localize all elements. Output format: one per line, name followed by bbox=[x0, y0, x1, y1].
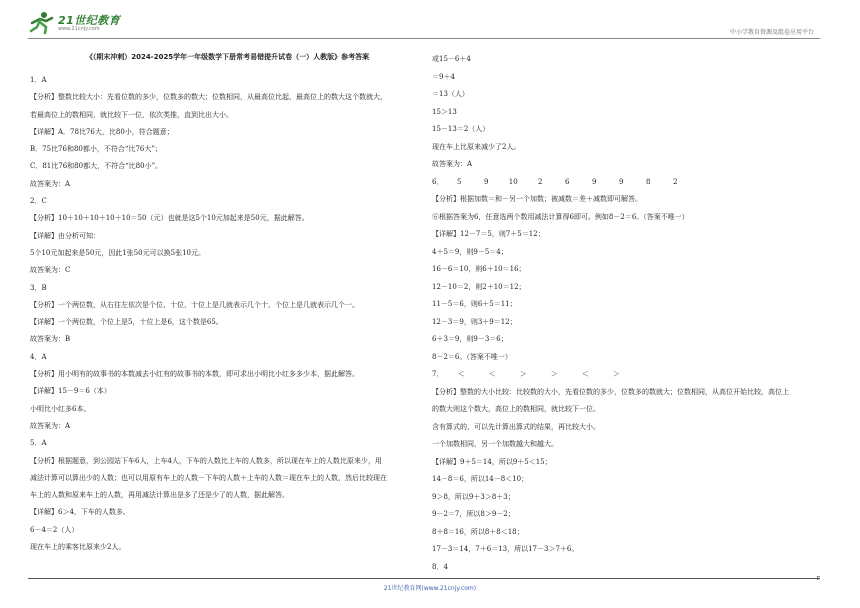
answer-line: 17－3＝14，7＋6＝13，所以17－3＞7＋6。 bbox=[432, 545, 579, 553]
answer-line: 8＋8＝16，所以8＋8＜18； bbox=[432, 527, 524, 536]
right-answer-lines-3 bbox=[432, 388, 827, 572]
answer-line: 11－5＝6，则6＋5＝11； bbox=[432, 300, 517, 308]
answer-line: 车上的人数和原来车上的人数，再用减法计算出是多了还是少了的人数，据此解答。 bbox=[30, 491, 289, 500]
answer-line: 4＋5＝9，则9－5＝4； bbox=[432, 247, 508, 256]
answer-line: 14－8＝6，所以14－8＜10； bbox=[432, 475, 529, 483]
site-logo bbox=[28, 11, 140, 37]
answer-line: 或15－6＋4 bbox=[432, 55, 471, 63]
answer-line: 【分析】一个两位数，从右往左依次是个位、十位，十位上是几就表示几个十，个位上是几就表示几个一。 bbox=[30, 300, 359, 309]
answer-6-row bbox=[432, 178, 827, 187]
answer-line: 若最高位上的数相同，就比较下一位，依次类推，直到比出大小。 bbox=[30, 110, 233, 119]
answer-line: 小明比小红多6本。 bbox=[30, 404, 91, 413]
answer-item: ＞ bbox=[519, 370, 527, 378]
answer-line: 5个10元加起来是50元，因此1张50元可以换5张10元。 bbox=[30, 248, 205, 257]
answer-line: 故答案为：A bbox=[432, 160, 473, 168]
answer-line: 一个加数相同，另一个加数越大和越大。 bbox=[432, 440, 558, 448]
answer-line: 的数大则这个数大，高位上的数相同，就比较下一位。 bbox=[432, 405, 600, 413]
answer-6-number: 6． bbox=[432, 177, 444, 186]
answer-line: ＝13（人） bbox=[432, 90, 469, 98]
answer-item: 10 bbox=[508, 177, 518, 186]
answer-line: 【详解】6＞4，下车的人数多。 bbox=[30, 508, 130, 517]
left-answer-lines bbox=[30, 76, 425, 552]
answer-line: ⑥根据答案为6，任意选两个数用减法计算得6即可。例如8－2＝6。（答案不唯一） bbox=[432, 212, 689, 221]
answer-7-items bbox=[446, 370, 632, 378]
right-answer-lines-2 bbox=[432, 195, 827, 362]
answer-line: 【分析】用小明有的故事书的本数减去小红有的故事书的本数，即可求出小明比小红多多少本，据此解答。 bbox=[30, 370, 359, 379]
answer-line: 12－3＝9，则3＋9＝12； bbox=[432, 317, 517, 326]
answer-item: 9 bbox=[591, 177, 597, 186]
answer-line: 9－2＝7，所以8＞9－2； bbox=[432, 510, 515, 518]
answer-line: 【详解】A．78比76大，比80小，符合题意； bbox=[30, 127, 174, 136]
answer-line: 6－4＝2（人） bbox=[30, 525, 79, 534]
header-divider bbox=[28, 38, 820, 39]
answer-7-row bbox=[432, 370, 827, 379]
answer-item: 9 bbox=[618, 177, 624, 186]
answer-item: 2 bbox=[537, 177, 543, 186]
left-column bbox=[30, 52, 425, 560]
answer-line: ＝9＋4 bbox=[432, 72, 455, 81]
answer-item: ＜ bbox=[488, 370, 496, 378]
footer-mark: r bbox=[816, 574, 820, 582]
answer-line: 【详解】9＋5＝14，所以9＋5＜15； bbox=[432, 457, 552, 466]
document-title: 《（期末冲刺）2024-2025学年一年级数学下册常考易错提升试卷（一）人教版》参考答案 bbox=[85, 53, 370, 61]
answer-line: 1．A bbox=[30, 76, 47, 84]
answer-line: 故答案为：C bbox=[30, 266, 71, 275]
answer-line: 16－6＝10，则6＋10＝16； bbox=[432, 265, 526, 273]
answer-line: 故答案为：B bbox=[30, 335, 71, 344]
logo-text: 21世纪教育 bbox=[58, 14, 121, 27]
right-answer-lines-1 bbox=[432, 55, 827, 169]
right-column bbox=[432, 55, 827, 580]
answer-7-number: 7． bbox=[432, 370, 444, 378]
answer-item: ＜ bbox=[457, 370, 465, 378]
answer-line: 【详解】12－7＝5，则7＋5＝12； bbox=[432, 230, 545, 238]
logo-url: www.21cnjy.com bbox=[58, 26, 100, 32]
answer-6-items bbox=[446, 178, 689, 186]
answer-line: 【详解】由分析可知： bbox=[30, 231, 100, 240]
answer-item: 9 bbox=[483, 177, 489, 186]
runner-logo-icon bbox=[28, 11, 56, 35]
answer-line: 含有算式的，可以先计算出算式的结果，再比较大小。 bbox=[432, 422, 600, 431]
answer-line: 【分析】根据加数＝和－另一个加数；被减数＝差＋减数即可解答。 bbox=[432, 195, 642, 203]
answer-line: 故答案为：A bbox=[30, 179, 71, 188]
page-header bbox=[0, 0, 860, 40]
answer-line: 【分析】整数的大小比较：比较数的大小，先看位数的多少，位数多的数就大；位数相同，从高位开始比较，高位上 bbox=[432, 387, 789, 396]
answer-line: 3．B bbox=[30, 283, 47, 292]
answer-line: 【分析】整数比较大小：先看位数的多少，位数多的数大；位数相同，从最高位比起，最高位上的数大这个数就大， bbox=[30, 93, 387, 102]
answer-item: 2 bbox=[672, 177, 678, 186]
answer-line: C．81比76和80都大，不符合“比80小”。 bbox=[30, 162, 163, 171]
answer-line: 现在车上比原来减少了2人。 bbox=[432, 142, 521, 151]
answer-line: 2．C bbox=[30, 197, 47, 206]
platform-name: 中小学教育资源及组卷应用平台 bbox=[729, 29, 814, 36]
answer-line: B．75比76和80都小，不符合“比76大”； bbox=[30, 145, 162, 154]
answer-item: ＞ bbox=[550, 370, 558, 378]
answer-line: 【分析】10＋10＋10＋10＋10＝50（元）也就是这5个10元加起来是50元，据此解答。 bbox=[30, 214, 309, 223]
answer-item: ＞ bbox=[612, 370, 620, 378]
answer-line: 现在车上的乘客比原来少2人。 bbox=[30, 543, 126, 552]
answer-line: 【详解】一个两位数，个位上是5，十位上是6，这个数是65。 bbox=[30, 318, 223, 327]
answer-line: 9＞8，所以9＋3＞8＋3； bbox=[432, 492, 515, 501]
answer-line: 【分析】根据题意，到公园站下车6人，上车4人，下车的人数比上车的人数多，所以现在车上的人数比原来少，用 bbox=[30, 456, 382, 465]
answer-item: 6 bbox=[564, 177, 570, 186]
answer-line: 6＋3＝9，则9－3＝6； bbox=[432, 335, 508, 343]
answer-line: 12－10＝2，则2＋10＝12； bbox=[432, 282, 526, 291]
answer-line: 5．A bbox=[30, 439, 47, 448]
answer-line: 8－2＝6。（答案不唯一） bbox=[432, 352, 512, 361]
answer-line: 【详解】15－9＝6（本） bbox=[30, 387, 111, 396]
answer-line: 减法计算可以算出少的人数；也可以用原有车上的人数－下车的人数＋上车的人数＝现在车上的人数，然后比较现在 bbox=[30, 473, 387, 482]
footer-divider bbox=[28, 578, 820, 579]
answer-item: 8 bbox=[645, 177, 651, 186]
footer-text: 21世纪教育网(www.21cnjy.com) bbox=[383, 585, 477, 592]
answer-line: 15＞13 bbox=[432, 107, 457, 116]
answer-item: ＜ bbox=[581, 370, 589, 378]
answer-item: 5 bbox=[456, 177, 462, 186]
answer-line: 8．4 bbox=[432, 562, 448, 571]
answer-line: 4．A bbox=[30, 352, 47, 361]
answer-line: 故答案为：A bbox=[30, 421, 71, 430]
answer-line: 15－13＝2（人） bbox=[432, 125, 490, 133]
